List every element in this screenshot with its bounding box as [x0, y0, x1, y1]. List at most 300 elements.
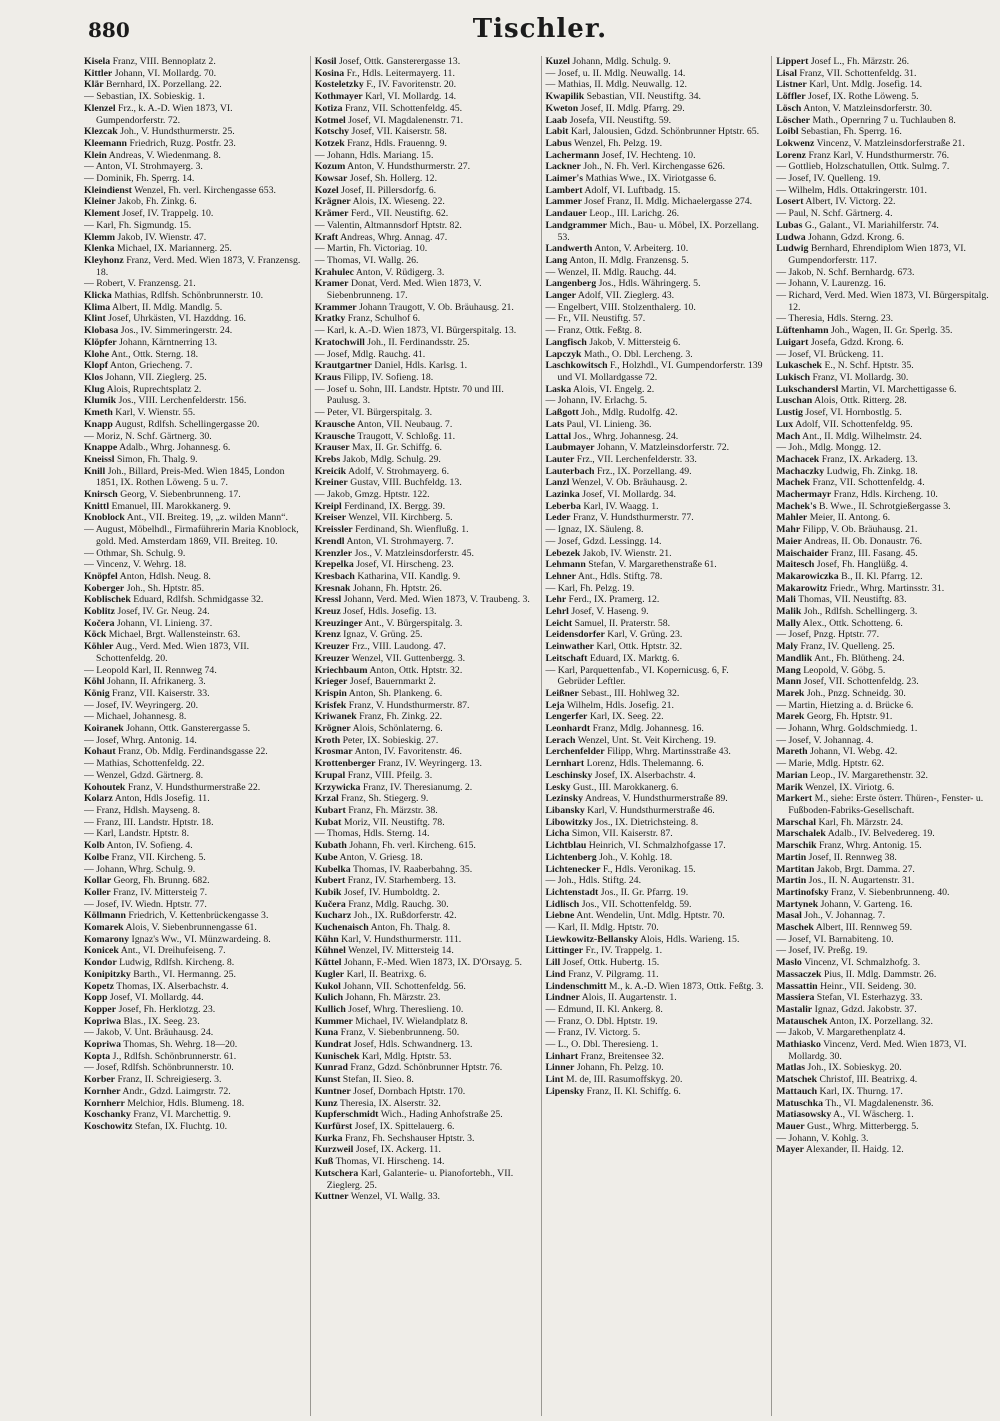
entry-details: — Jakob, V. Unt. Bräuhausg. 24. [84, 1027, 214, 1039]
directory-entry [776, 641, 996, 653]
entry-surname: Köhl [84, 676, 105, 688]
directory-entry [546, 337, 766, 349]
directory-entry [776, 758, 996, 770]
entry-details: Josef, VI. Hornbostlg. 5. [805, 407, 902, 419]
entry-surname: Krammer [314, 301, 357, 313]
entry-details: — Karl, Parquettenfab., VI. Kopernicusg. 6, F. Gebrüder Leftler. [545, 664, 729, 688]
directory-entry [315, 899, 535, 911]
directory-entry [776, 711, 996, 723]
directory-entry [776, 278, 996, 290]
entry-details: — Peter, VI. Bürgerspitalg. 3. [314, 407, 433, 419]
directory-entry [315, 91, 535, 103]
entry-details: Karl, V. Hundsthurmerstraße 46. [587, 805, 715, 816]
directory-entry [546, 840, 766, 852]
directory-entry [546, 349, 766, 361]
entry-details: Josef, IX. Alserbachstr. 4. [594, 769, 696, 781]
directory-entry [546, 782, 766, 794]
entry-details: Adolf, V. Strohmayerg. 6. [348, 465, 450, 477]
entry-details: Wilhelm, Hdls. Josefig. 21. [566, 699, 674, 711]
entry-surname: Marek [776, 711, 805, 723]
directory-entry [84, 594, 304, 606]
entry-details: Franz, VI. Mollardg. 30. [812, 371, 909, 383]
directory-entry [546, 711, 766, 723]
entry-details: — Dominik, Fh. Sperrg. 14. [84, 173, 195, 185]
directory-entry [776, 477, 996, 489]
directory-entry [84, 466, 304, 489]
directory-entry [776, 407, 996, 419]
entry-surname: Kreipl [314, 500, 342, 512]
directory-entry [315, 957, 535, 969]
entry-details: Jakob, IV. Wienstr. 47. [117, 231, 207, 243]
entry-surname: Koberger [84, 582, 125, 594]
entry-details: Leop., III. Larichg. 26. [589, 208, 680, 220]
entry-surname: Mann [776, 676, 802, 688]
entry-details: Josef L., Fh. Märzstr. 26. [810, 56, 910, 67]
directory-entry [84, 676, 304, 688]
entry-details: Joh., V. Kohlg. 18. [599, 851, 673, 863]
directory-entry [776, 173, 996, 185]
entry-surname: König [84, 687, 110, 699]
entry-surname: Kunischek [314, 1050, 360, 1062]
entry-details: — August, Möbelhdl., Firmaführerin Maria Knoblock, gold. Med. Amsterdam 1869, VII. Breiteg. 10. [84, 524, 299, 547]
entry-details: — Ignaz, IX. Säuleng. 8. [545, 524, 644, 536]
directory-entry [546, 103, 766, 115]
entry-details: Johann, Ottk. Gansterergasse 5. [126, 723, 251, 735]
directory-entry [776, 735, 996, 747]
directory-entry [84, 735, 304, 747]
entry-details: Leop., IV. Margarethenstr. 32. [810, 769, 928, 781]
directory-entry [315, 512, 535, 524]
entry-details: — Wenzel, II. Mdlg. Rauchg. 44. [545, 266, 677, 278]
entry-details: Anton, VII. Neubaug. 7. [356, 418, 453, 430]
entry-details: Josef, IV. Hechteng. 10. [601, 149, 696, 161]
directory-entry [776, 243, 996, 266]
directory-entry [776, 981, 996, 993]
directory-entry [776, 524, 996, 536]
directory-entry [84, 337, 304, 349]
entry-surname: Kopp [84, 992, 108, 1004]
entry-surname: Lokwenz [776, 137, 815, 149]
directory-entry [776, 1074, 996, 1086]
entry-details: Leopold, V. Göbg. 5. [803, 664, 886, 676]
directory-entry [84, 313, 304, 325]
entry-details: — Fr., VII. Neustiftg. 57. [545, 313, 646, 325]
directory-entry [776, 945, 996, 957]
column-3 [541, 56, 766, 1416]
directory-entry [315, 594, 535, 606]
directory-entry [546, 571, 766, 583]
directory-entry [315, 817, 535, 829]
entry-surname: Klicka [84, 290, 112, 302]
directory-entry [84, 571, 304, 583]
directory-entry [776, 1133, 996, 1145]
entry-details: Franz, Fh. Märzstr. 38. [348, 805, 438, 816]
entry-surname: Martin [776, 851, 807, 863]
directory-entry [546, 91, 766, 103]
entry-details: Franz, II. Schreigieserg. 3. [117, 1074, 222, 1086]
entry-details: — Joh., Mdlg. Mongg. 12. [776, 442, 882, 454]
entry-details: Friedrich, Ruzg. Postfr. 23. [129, 137, 236, 149]
entry-surname: Koller [84, 886, 111, 898]
entry-details: Th., VI. Magdalenenstr. 36. [825, 1097, 934, 1109]
entry-surname: Martitan [776, 863, 815, 875]
entry-details: — Josef, Mdlg. Rauchg. 41. [314, 348, 426, 360]
directory-entry [776, 489, 996, 501]
directory-entry [84, 325, 304, 337]
entry-details: — Josef, IV. Preßg. 19. [776, 945, 868, 957]
directory-entry [84, 711, 304, 723]
directory-entry [315, 922, 535, 934]
directory-entry [776, 325, 996, 337]
entry-surname: Kucharz [314, 910, 352, 922]
entry-surname: Koblischek [84, 594, 131, 606]
entry-details: Jakob, IV. Wienstr. 21. [582, 547, 672, 559]
entry-surname: Lesky [545, 781, 571, 793]
entry-details: Alois, VI. Engelg. 2. [573, 383, 655, 395]
directory-entry [84, 641, 304, 664]
entry-surname: Lehr [545, 594, 567, 606]
entry-details: — Johann, Whrg. Goldschmiedg. 1. [776, 723, 918, 735]
entry-surname: Ludwa [776, 231, 806, 243]
directory-entry [776, 665, 996, 677]
column-1 [84, 56, 304, 1416]
entry-details: Aug., Verd. Med. Wien 1873, VII. Schottenfeldg. 20. [96, 641, 250, 664]
entry-surname: Klement [84, 208, 120, 220]
entry-surname: Mayer [776, 1144, 804, 1156]
directory-entry [315, 138, 535, 150]
directory-entry [776, 337, 996, 349]
entry-details: — Karl, Fh. Sigmundg. 15. [84, 219, 192, 231]
directory-entry [546, 196, 766, 208]
entry-details: Math., O. Dbl. Lercheng. 3. [583, 348, 693, 360]
entry-details: F., IV. Favoritenstr. 20. [366, 79, 457, 91]
entry-details: Josef, Ottk. Hubertg. 15. [562, 957, 660, 969]
entry-details: Karl, VI. Mollardg. 14. [365, 91, 457, 103]
entry-details: Josef, IX. Ackerg. 11. [355, 1144, 442, 1156]
entry-details: — Franz, Hdlsh. Mayseng. 8. [84, 805, 200, 816]
entry-surname: Klumik [84, 395, 117, 407]
entry-surname: Kowsar [314, 173, 348, 185]
entry-surname: Kubath [314, 840, 347, 852]
entry-surname: Licha [545, 828, 570, 840]
directory-entry [84, 349, 304, 361]
entry-surname: Mattauch [776, 1085, 818, 1097]
entry-details: Johann, F.-Med. Wien 1873, IX. D'Orsayg. 5. [343, 957, 522, 969]
directory-entry [84, 875, 304, 887]
entry-surname: Kraus [314, 371, 341, 383]
entry-details: Josefa, Gdzd. Krong. 6. [810, 336, 904, 348]
entry-surname: Kučera [314, 898, 346, 910]
directory-entry [84, 79, 304, 91]
entry-details: Karl, Unt. Mdlg. Josefig. 14. [809, 79, 923, 91]
entry-details: Johann, Fh. Hptstr. 26. [352, 582, 442, 594]
entry-surname: Klopf [84, 360, 108, 372]
entry-details: Thomas, VII. Neustiftg. 83. [798, 594, 907, 606]
entry-details: Karl, Ottk. Hptstr. 32. [596, 641, 683, 653]
entry-details: Pius, II. Mdlg. Dammstr. 26. [823, 968, 937, 980]
entry-details: Katharina, VII. Kandlg. 9. [357, 570, 461, 582]
entry-surname: Machermayr [776, 489, 832, 501]
entry-details: — Valentin, Altmannsdorf Hptstr. 82. [314, 219, 462, 231]
entry-details: Wenzel, IV. Mittersteig 14. [348, 945, 454, 957]
entry-details: Stefan, V. Margarethenstraße 61. [588, 559, 717, 571]
entry-details: Karl, Galanterie- u. Pianofortebh., VII. Zieglerg. 25. [326, 1167, 514, 1191]
entry-details: Josef, VII. Kaiserstr. 58. [351, 126, 447, 138]
entry-surname: Leberba [545, 500, 581, 512]
entry-details: Johann, II. Afrikanerg. 3. [107, 676, 206, 688]
entry-details: Josef, IV. Gr. Neug. 24. [117, 606, 210, 618]
entry-surname: Liewkowitz-Bellansky [545, 933, 639, 945]
entry-surname: Löffler [776, 91, 806, 103]
directory-entry [315, 103, 535, 115]
directory-entry [776, 700, 996, 712]
entry-details: Ludwig, Fh. Zinkg. 18. [826, 465, 918, 477]
directory-entry [776, 501, 996, 513]
directory-entry [315, 992, 535, 1004]
directory-entry [776, 349, 996, 361]
entry-surname: Leicht [545, 617, 573, 629]
directory-entry [776, 957, 996, 969]
entry-surname: Loibl [776, 126, 799, 138]
entry-details: Frz., k. A.-D. Wien 1873, VI. Gumpendorferstr. 72. [96, 102, 233, 126]
directory-entry [315, 1074, 535, 1086]
entry-details: Bernhard, Ehrendiplom Wien 1873, VI. Gumpendorferstr. 117. [788, 243, 966, 266]
directory-entry [315, 173, 535, 185]
entry-surname: Konipitzky [84, 968, 131, 980]
entry-surname: Krepelka [314, 559, 354, 571]
entry-details: — Thomas, Hdls. Sterng. 14. [314, 828, 430, 840]
entry-surname: Klug [84, 383, 105, 395]
entry-surname: Krzal [314, 793, 339, 805]
directory-entry [776, 992, 996, 1004]
entry-details: E., N. Schf. Hptstr. 35. [824, 360, 914, 372]
directory-entry [84, 1074, 304, 1086]
directory-entry [315, 1004, 535, 1016]
directory-entry [315, 407, 535, 419]
entry-surname: Kubelka [314, 863, 351, 875]
entry-details: Karl, V. Grüng. 23. [607, 629, 683, 641]
entry-details: Wenzel, VII. Kirchberg. 5. [348, 512, 453, 524]
entry-surname: Masal [776, 910, 802, 922]
entry-surname: Lichtblau [545, 840, 587, 852]
entry-surname: Kozum [314, 161, 346, 173]
entry-surname: Massiera [776, 992, 815, 1004]
entry-surname: Kühn [314, 933, 339, 945]
entry-details: Ferd., IX. Pramerg. 12. [568, 594, 660, 606]
directory-entry [84, 840, 304, 852]
entry-surname: Krautgartner [314, 360, 372, 372]
entry-surname: Landwerth [545, 243, 593, 255]
directory-entry [776, 1039, 996, 1062]
directory-entry [776, 360, 996, 372]
directory-entry [546, 138, 766, 150]
directory-entry [776, 384, 996, 396]
entry-details: Andreas, II. Ob. Donaustr. 76. [803, 535, 923, 547]
directory-entry [776, 419, 996, 431]
entry-details: — Johann, V. Laurenzg. 16. [776, 278, 886, 290]
directory-entry [84, 606, 304, 618]
directory-entry [546, 1027, 766, 1039]
entry-details: Franz, V. Siebenbrunneng. 40. [830, 886, 950, 898]
directory-entry [315, 536, 535, 548]
entry-details: Ant., Ottk. Sterng. 18. [110, 348, 199, 360]
entry-surname: Kittler [84, 67, 113, 79]
directory-entry [546, 1086, 766, 1098]
directory-entry [776, 793, 996, 816]
entry-details: — Johann, Hdls. Mariang. 15. [314, 149, 434, 161]
entry-surname: Klemm [84, 231, 116, 243]
entry-details: Josef, Uhrkästen, VI. Hazddng. 16. [108, 313, 246, 325]
entry-surname: Kolb [84, 840, 105, 852]
entry-surname: Krosmar [314, 746, 353, 758]
directory-entry [315, 828, 535, 840]
entry-surname: Lerach [545, 734, 576, 746]
entry-surname: Kohoutek [84, 781, 126, 793]
entry-details: Johann, VII. Schottenfeldg. 56. [343, 980, 466, 992]
entry-surname: Mahler [776, 512, 808, 524]
directory-entry [84, 688, 304, 700]
directory-entry [776, 1098, 996, 1110]
directory-entry [315, 68, 535, 80]
entry-details: Andreas, V. Wiedenmang. 8. [108, 149, 221, 161]
entry-details: Karl, IV. Waagg. 1. [583, 500, 659, 512]
directory-entry [84, 793, 304, 805]
directory-entry [84, 407, 304, 419]
entry-surname: Kreuzer [314, 641, 350, 653]
entry-details: Joh., Pnzg. Schneidg. 30. [806, 687, 906, 699]
entry-surname: Kornherr [84, 1097, 125, 1109]
entry-details: Max, II. Gr. Schiffg. 6. [352, 442, 442, 454]
directory-entry [546, 173, 766, 185]
entry-surname: Littinger [545, 945, 584, 957]
entry-details: Josef, II. Mdlg. Pfarrg. 29. [580, 102, 685, 114]
entry-details: — Moriz, N. Schf. Gärtnerg. 30. [84, 430, 212, 442]
entry-details: Johann, Verd. Med. Wien 1873, V. Traubeng. 3. [343, 594, 530, 606]
directory-entry [776, 770, 996, 782]
entry-surname: Kuna [314, 1027, 339, 1039]
directory-entry [776, 1109, 996, 1121]
entry-surname: Klenka [84, 243, 115, 255]
entry-surname: Kundrat [314, 1039, 352, 1051]
entry-details: Johann, V. Matzleinsdorferstr. 72. [596, 442, 730, 454]
directory-entry [776, 68, 996, 80]
directory-entry [315, 208, 535, 220]
entry-details: Joh., V. Johannag. 7. [804, 910, 886, 922]
entry-details: Martin, VI. Marchettigasse 6. [840, 383, 957, 395]
entry-details: — Othmar, Sh. Schulg. 9. [84, 547, 186, 559]
entry-details: Wenzel, Fh. Pelzg. 19. [573, 137, 663, 149]
entry-details: Fr., IV. Trappelg. 1. [585, 945, 663, 957]
entry-details: Gust., III. Marokkanerg. 6. [573, 781, 679, 793]
entry-details: Alois, Schönlaterng. 6. [352, 723, 443, 735]
entry-surname: Kressl [314, 594, 342, 606]
directory-entry [546, 243, 766, 255]
entry-surname: Lapczyk [545, 348, 582, 360]
directory-entry [546, 618, 766, 630]
entry-surname: Krendl [314, 535, 345, 547]
entry-details: Josef, Fh. Hanglüßg. 4. [816, 559, 908, 571]
entry-details: Frz., VII. Lerchenfelderstr. 33. [576, 453, 697, 465]
entry-details: Joh., Sh. Hptstr. 85. [126, 582, 205, 594]
directory-entry [546, 864, 766, 876]
entry-details: Josef, Dornbach Hptstr. 170. [353, 1085, 466, 1097]
entry-details: Karl, V. Wienstr. 55. [115, 407, 196, 419]
entry-surname: Maischaider [776, 547, 829, 559]
entry-surname: Lengerfer [545, 711, 588, 723]
entry-details: Franz, IX. Arkaderg. 13. [821, 453, 918, 465]
entry-details: Filipp, V. Ob. Bräuhausg. 21. [802, 524, 918, 536]
directory-entry [546, 185, 766, 197]
entry-details: — Wenzel, Gdzd. Gärtnerg. 8. [84, 769, 204, 781]
entry-details: Anton, Sh. Plankeng. 6. [348, 687, 443, 699]
directory-entry [546, 665, 766, 688]
entry-details: Karl, Fh. Märzstr. 24. [818, 816, 904, 828]
entry-details: Ant., II. Mdlg. Wilhelmstr. 24. [802, 430, 922, 442]
entry-details: Alexander, II. Haidg. 12. [805, 1144, 904, 1156]
entry-surname: Krieger [314, 676, 348, 688]
entry-details: Frz., VIII. Laudong. 47. [351, 641, 446, 653]
directory-entry [776, 1016, 996, 1028]
directory-entry [84, 746, 304, 758]
directory-entry [315, 910, 535, 922]
entry-surname: Marschalek [776, 828, 826, 840]
entry-details: Adolf, VII. Zieglerg. 43. [577, 290, 675, 302]
entry-surname: Mathiasko [776, 1039, 821, 1051]
entry-surname: Matlas [776, 1062, 806, 1074]
entry-surname: Laßgott [545, 407, 579, 419]
entry-details: Thomas, IV. Raaberbahng. 35. [352, 863, 473, 875]
directory-entry [84, 922, 304, 934]
directory-entry [776, 922, 996, 934]
directory-entry [84, 512, 304, 524]
directory-entry [84, 852, 304, 864]
entry-details: Wenzel, IX. Viriotg. 6. [805, 781, 895, 793]
entry-details: Franz, VIII. Bennoplatz 2. [112, 56, 216, 67]
entry-details: Franz, II. Kl. Schiffg. 6. [586, 1085, 681, 1097]
entry-surname: Kopta [84, 1050, 111, 1062]
directory-entry [84, 899, 304, 911]
entry-surname: Lux [776, 418, 794, 430]
directory-entry [546, 1062, 766, 1074]
entry-surname: Krzywicka [314, 781, 361, 793]
directory-entry [315, 981, 535, 993]
directory-entry [315, 723, 535, 735]
entry-surname: Kreiser [314, 512, 347, 524]
entry-surname: Köhler [84, 641, 114, 653]
directory-entry [315, 665, 535, 677]
directory-entry [546, 384, 766, 396]
directory-entry [546, 899, 766, 911]
entry-details: — Josef, VI. Barnabiteng. 10. [776, 933, 894, 945]
entry-details: Adolf, VI. Luftbadg. 15. [584, 184, 681, 196]
directory-entry [776, 583, 996, 595]
directory-entry [84, 559, 304, 571]
directory-entry [84, 1051, 304, 1063]
entry-surname: Krebs [314, 453, 341, 465]
entry-details: — Josef u. Sohn, III. Landstr. Hptstr. 70 und III. Paulusg. 3. [314, 383, 504, 407]
entry-details: Anton, V. Hundsthurmerstr. 27. [347, 161, 471, 173]
directory-entry [546, 1051, 766, 1063]
directory-entry [84, 56, 304, 68]
entry-surname: Kukol [314, 980, 341, 992]
entry-surname: Machek [776, 477, 810, 489]
entry-details: Joh., Rdlfsh. Schellingerg. 3. [803, 606, 918, 618]
entry-details: Heinrich, VI. Schmalzhofgasse 17. [588, 840, 726, 852]
entry-surname: Maier [776, 535, 802, 547]
directory-entry [546, 852, 766, 864]
entry-surname: Koschanky [84, 1109, 131, 1121]
entry-surname: Kondor [84, 957, 117, 969]
